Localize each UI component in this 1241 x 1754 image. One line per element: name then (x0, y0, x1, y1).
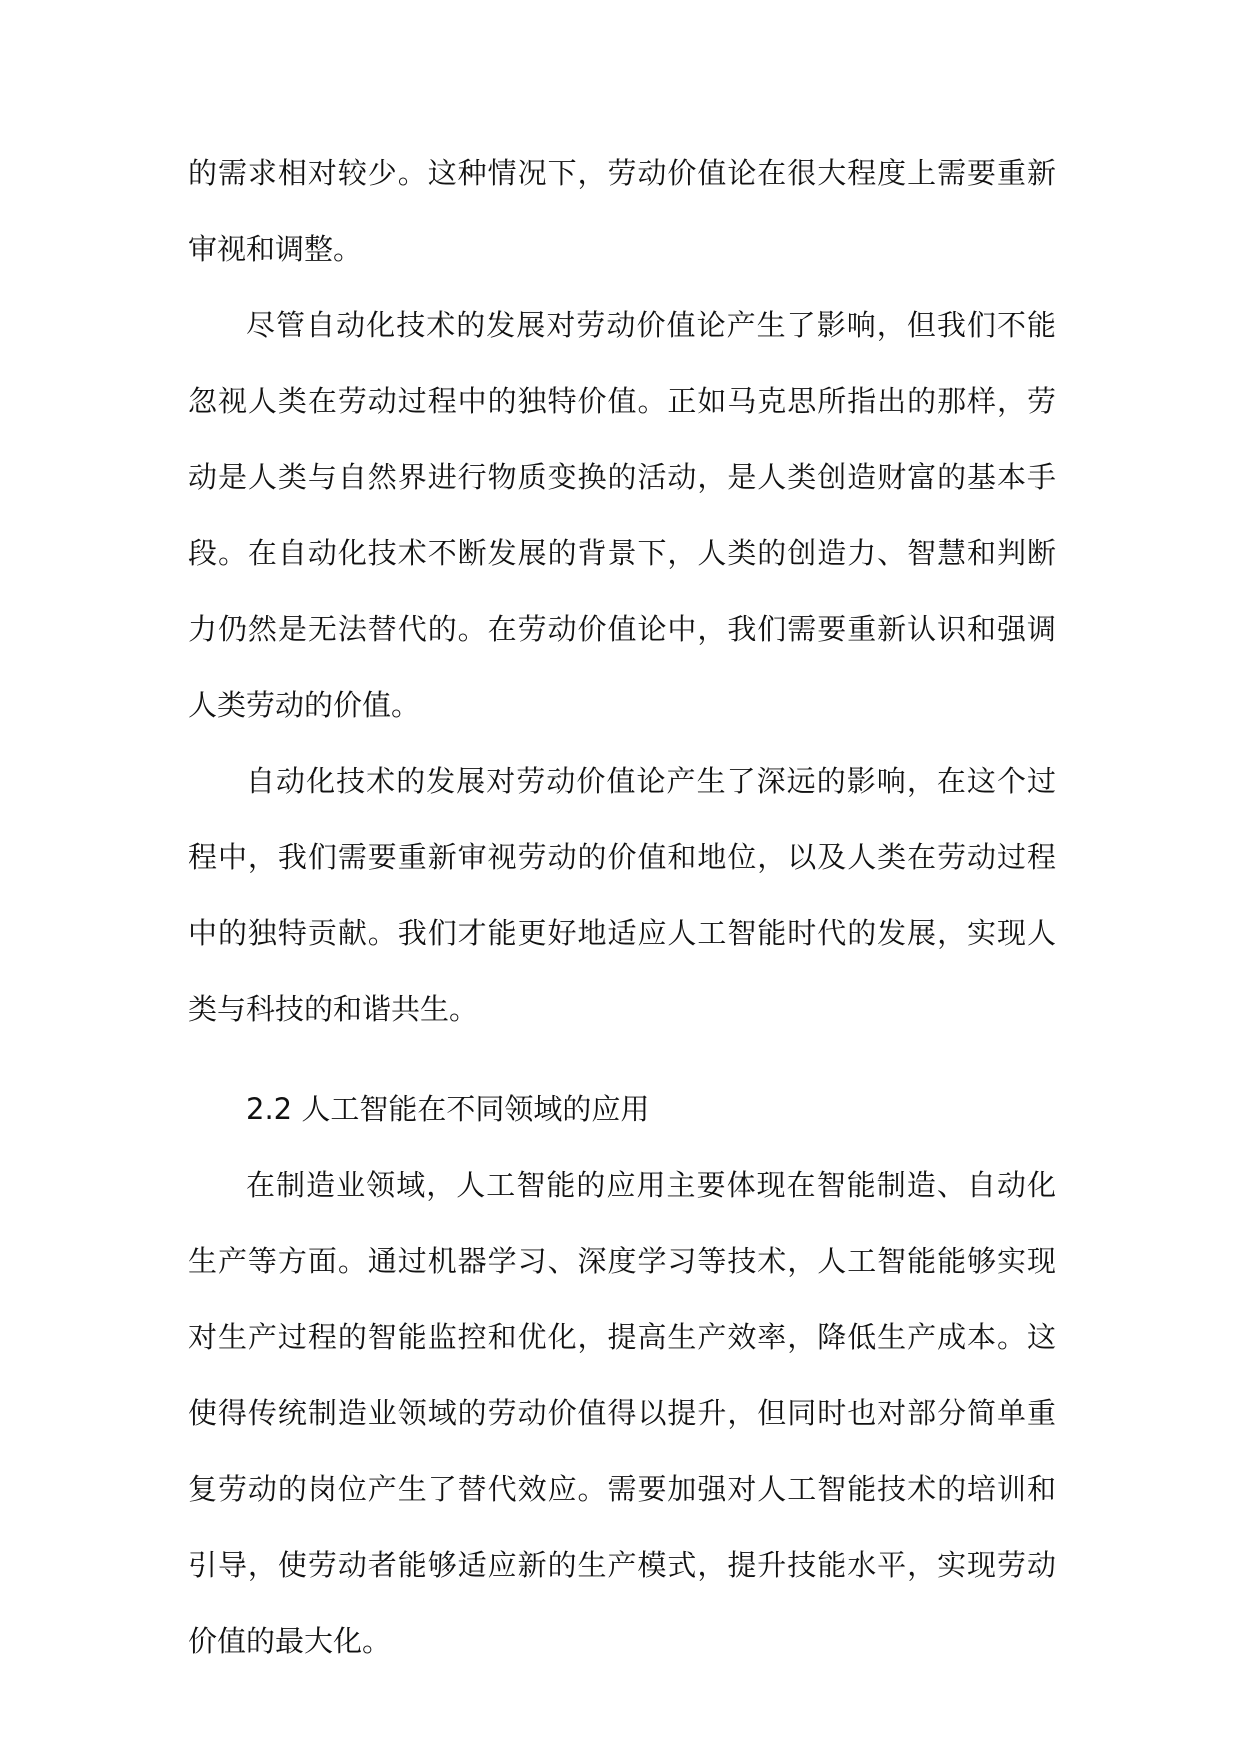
body-paragraph (188, 743, 1056, 1047)
section-heading: 2.2 人工智能在不同领域的应用 (246, 1092, 650, 1126)
body-paragraph (188, 1147, 1056, 1679)
paragraph-text: 自动化技术的发展对劳动价值论产生了深远的影响，在这个过程中，我们需要重新审视劳动的价值和地位，以及人类在劳动过程中的独特贡献。我们才能更好地适应人工智能时代的发展，实现人类与科技的和谐共生。 (188, 764, 1056, 1026)
body-paragraph (188, 287, 1056, 743)
body-paragraph (188, 135, 1056, 287)
paragraph-text: 的需求相对较少。这种情况下，劳动价值论在很大程度上需要重新审视和调整。 (188, 156, 1056, 266)
paragraph-text: 尽管自动化技术的发展对劳动价值论产生了影响，但我们不能忽视人类在劳动过程中的独特价值。正如马克思所指出的那样，劳动是人类与自然界进行物质变换的活动，是人类创造财富的基本手段。在自动化技术不断发展的背景下，人类的创造力、智慧和判断力仍然是无法替代的。在劳动价值论中，我们需要重新认识和强调人类劳动的价值。 (188, 308, 1056, 722)
paragraph-text: 在制造业领域，人工智能的应用主要体现在智能制造、自动化生产等方面。通过机器学习、深度学习等技术，人工智能能够实现对生产过程的智能监控和优化，提高生产效率，降低生产成本。这使得传统制造业领域的劳动价值得以提升，但同时也对部分简单重复劳动的岗位产生了替代效应。需要加强对人工智能技术的培训和引导，使劳动者能够适应新的生产模式，提升技能水平，实现劳动价值的最大化。 (188, 1168, 1056, 1658)
